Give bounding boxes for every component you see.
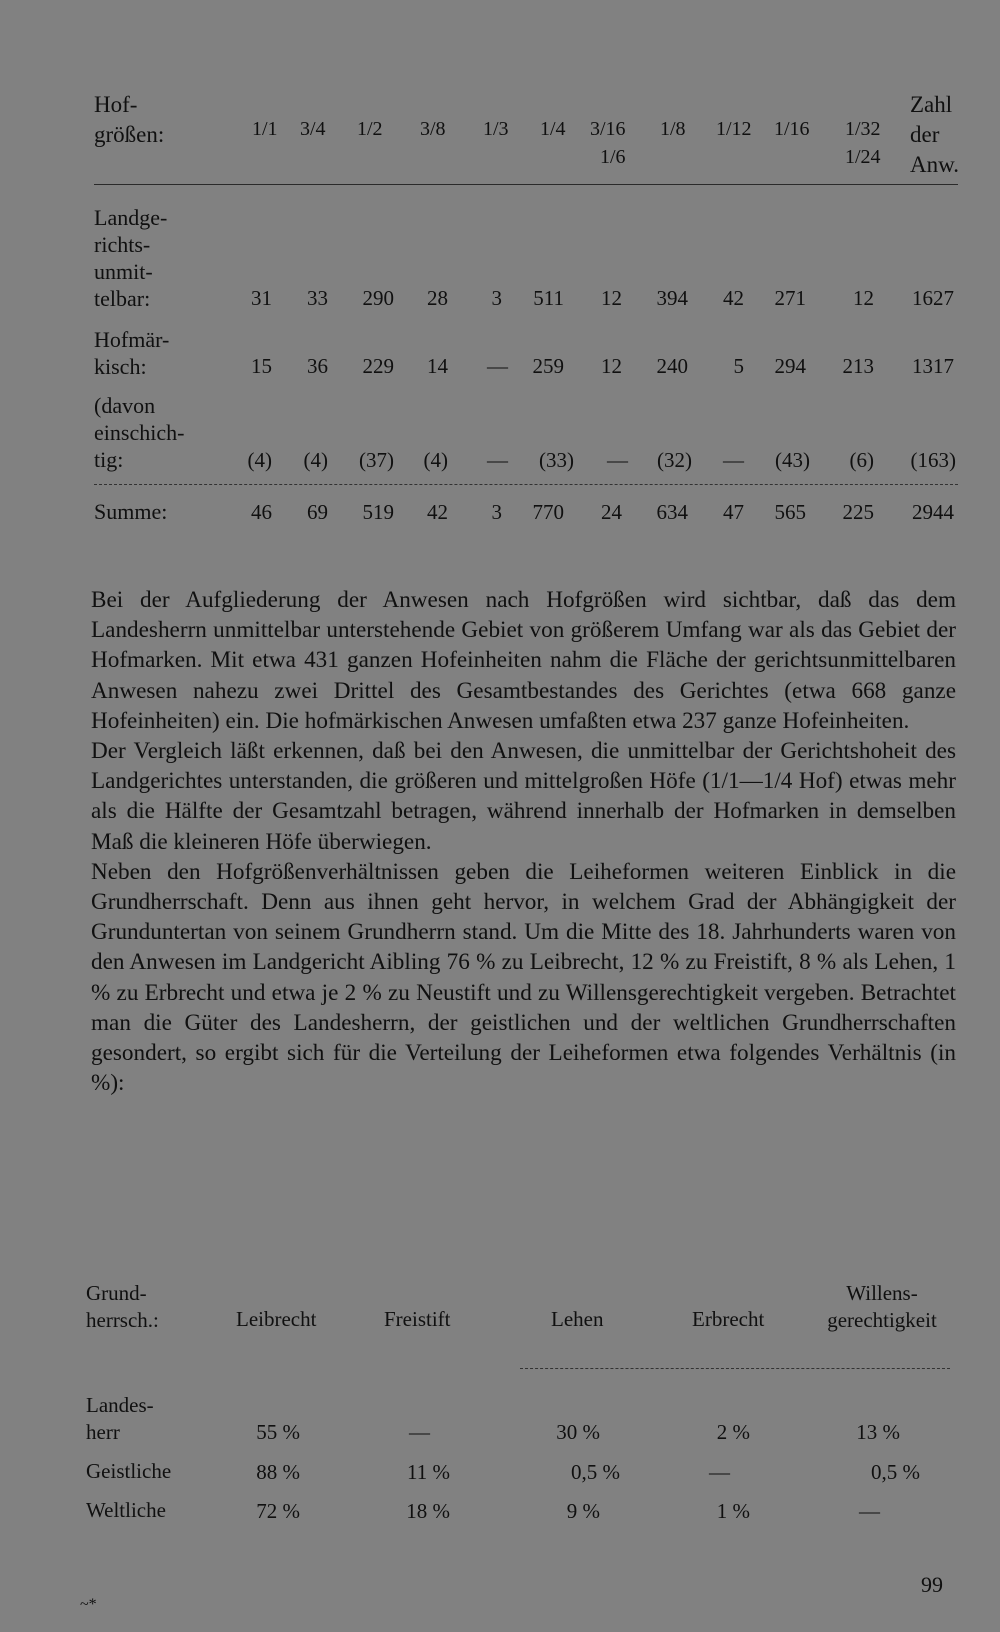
table2-cell: 72 % [256, 1499, 300, 1523]
table1-col-header: 3/4 [300, 118, 326, 140]
table2-cell: 30 % [556, 1420, 600, 1444]
table1-cell: 290 [362, 286, 394, 310]
table1-cell: 28 [427, 286, 448, 310]
table1-cell: 12 [601, 286, 622, 310]
table2-corner-label: Grund- herrsch.: [86, 1281, 159, 1332]
table2-row-label: Geistliche [86, 1459, 172, 1483]
table1-sum-cell: 3 [491, 500, 502, 524]
table1-col-header-second: 1/6 [600, 146, 626, 168]
table1-cell: — [723, 448, 744, 472]
table2-col-header: Freistift [384, 1307, 451, 1331]
table1-cell: 1627 [912, 286, 954, 310]
paragraph: Neben den Hofgrößenverhältnissen geben die Leiheformen weiteren Einblick in die Grundherrschaft. Denn aus ihnen geht hervor, in welchem Grad der Abhängigkeit der Grunduntertan von seinem Grundherrn stand. Um die Mitte des 18. Jahrhunderts waren von den Anwesen im Landgericht Aibling 76 % zu Leibrecht, 12 % zu Freistift, 8 % als Lehen, 1 % zu Erbrecht und etwa je 2 % zu Neustift und zu Willensgerechtigkeit vergeben. Betrachtet man die Güter des Landesherrn, der geistlichen und der weltlichen Grundherrschaften gesondert, so ergibt sich für die Verteilung der Leiheformen etwa folgendes Verhältnis (in %): [91, 858, 956, 1097]
table1-sum-cell: 565 [774, 500, 806, 524]
table1-cell: 229 [362, 354, 394, 378]
table1-col-header: 1/4 [540, 118, 566, 140]
table1-cell: 3 [491, 286, 502, 310]
table1-cell: (6) [849, 448, 874, 472]
table1-cell: 14 [427, 354, 448, 378]
table1-row-label: (davon einschich- tig: [94, 393, 185, 472]
table1-cell: (4) [303, 448, 328, 472]
table2-cell: 18 % [406, 1499, 450, 1523]
table1-sum-rule [94, 484, 958, 485]
table1-sum-cell: 24 [601, 500, 622, 524]
table1-header-rule [94, 184, 958, 185]
table2-cell: 1 % [716, 1499, 750, 1523]
table2-cell: 11 % [407, 1460, 450, 1484]
table1-col-header: 3/8 [420, 118, 446, 140]
table2-col-header: Erbrecht [692, 1307, 765, 1331]
table1-cell: (4) [247, 448, 272, 472]
table1-sum-cell: 634 [656, 500, 688, 524]
table2-cell: 88 % [256, 1460, 300, 1484]
table1-cell: 36 [307, 354, 328, 378]
table1-cell: 271 [774, 286, 806, 310]
table1-cell: 294 [774, 354, 806, 378]
table1-cell: 213 [842, 354, 874, 378]
table1-cell: 5 [733, 354, 744, 378]
table1-col-header: 3/16 [590, 118, 626, 140]
table1-cell: (37) [359, 448, 394, 472]
table2-cell: — [859, 1499, 880, 1523]
table1-sum-cell: 225 [842, 500, 874, 524]
table2-cell: 2 % [716, 1420, 750, 1444]
table1-cell: 42 [723, 286, 744, 310]
table1-col-header: 1/3 [483, 118, 509, 140]
table1-col-header: 1/32 [845, 118, 881, 140]
table1-cell: (4) [423, 448, 448, 472]
table1-cell: (32) [657, 448, 692, 472]
table1-sum-cell: 69 [307, 500, 328, 524]
table2-col-header: Leibrecht [236, 1307, 317, 1331]
table1-sum-cell: 770 [532, 500, 564, 524]
table2-col-header: Lehen [551, 1307, 604, 1331]
table1-cell: 1317 [912, 354, 954, 378]
table1-sum-cell: 519 [362, 500, 394, 524]
table1-cell: 511 [533, 286, 564, 310]
paragraph: Bei der Aufgliederung der Anwesen nach Hofgrößen wird sichtbar, daß das dem Landesherrn unmittelbar unterstehende Gebiet von größerem Umfang war als das Gebiet der Hofmarken. Mit etwa 431 ganzen Hofeinheiten nahm die Fläche der gerichtsunmittelbaren Anwesen nahezu zwei Drittel des Gesamtbestandes des Gerichtes (etwa 668 ganze Hofeinheiten) ein. Die hofmärkischen Anwesen umfaßten etwa 237 ganze Hofeinheiten. [91, 587, 956, 734]
table1-cell: 259 [532, 354, 564, 378]
table1-cell: 15 [251, 354, 272, 378]
table2-cell: — [409, 1420, 430, 1444]
table1-sum-cell: 2944 [912, 500, 954, 524]
table1-cell: (163) [910, 448, 956, 472]
table2-cell: 0,5 % [871, 1460, 920, 1484]
table2-cell: 13 % [856, 1420, 900, 1444]
footer-mark: ~* [80, 1596, 97, 1613]
table1-cell: — [607, 448, 628, 472]
table2-header-rule [520, 1368, 950, 1369]
table1-sum-cell: 42 [427, 500, 448, 524]
table2-row-label: Weltliche [86, 1498, 166, 1522]
table1-corner-label: Hof- größen: [94, 92, 165, 147]
table2-cell: 0,5 % [571, 1460, 620, 1484]
table1-row-label: Landge- richts- unmit- telbar: [94, 205, 168, 311]
table2-cell: — [709, 1460, 730, 1484]
page-number: 99 [921, 1572, 943, 1597]
table1-sum-cell: 47 [723, 500, 744, 524]
table1-cell: 12 [601, 354, 622, 378]
table1-col-header: 1/12 [716, 118, 752, 140]
table1-cell: — [487, 354, 508, 378]
table1-col-header-second: 1/24 [845, 146, 881, 168]
table1-cell: 12 [853, 286, 874, 310]
table2-cell: 9 % [566, 1499, 600, 1523]
table1-col-header: 1/2 [357, 118, 383, 140]
table1-cell: 394 [656, 286, 688, 310]
table1-sum-label: Summe: [94, 499, 168, 524]
table2-cell: 55 % [256, 1420, 300, 1444]
table2-col-header: Willens- gerechtigkeit [827, 1281, 937, 1332]
table1-cell: 31 [251, 286, 272, 310]
table1-row-label: Hofmär- kisch: [94, 327, 170, 379]
table1-cell: (43) [775, 448, 810, 472]
table1-col-header: 1/8 [660, 118, 686, 140]
table1-cell: 33 [307, 286, 328, 310]
body-text [91, 585, 956, 1098]
table1-count-header: Zahl der Anw. [910, 92, 959, 177]
table1-cell: (33) [539, 448, 574, 472]
table1-col-header: 1/16 [774, 118, 810, 140]
table1-cell: 240 [656, 354, 688, 378]
paragraph: Der Vergleich läßt erkennen, daß bei den Anwesen, die unmittelbar der Gerichtshoheit des Landgerichtes unterstanden, die größeren und mittelgroßen Höfe (1/1—1/4 Hof) etwas mehr als die Hälfte der Gesamtzahl betragen, während innerhalb der Hofmarken in demselben Maß die kleineren Höfe überwiegen. [91, 738, 956, 855]
table1-sum-cell: 46 [251, 500, 272, 524]
table1-col-header: 1/1 [252, 118, 278, 140]
table2-row-label: Landes- herr [86, 1393, 154, 1444]
table1-cell: — [487, 448, 508, 472]
